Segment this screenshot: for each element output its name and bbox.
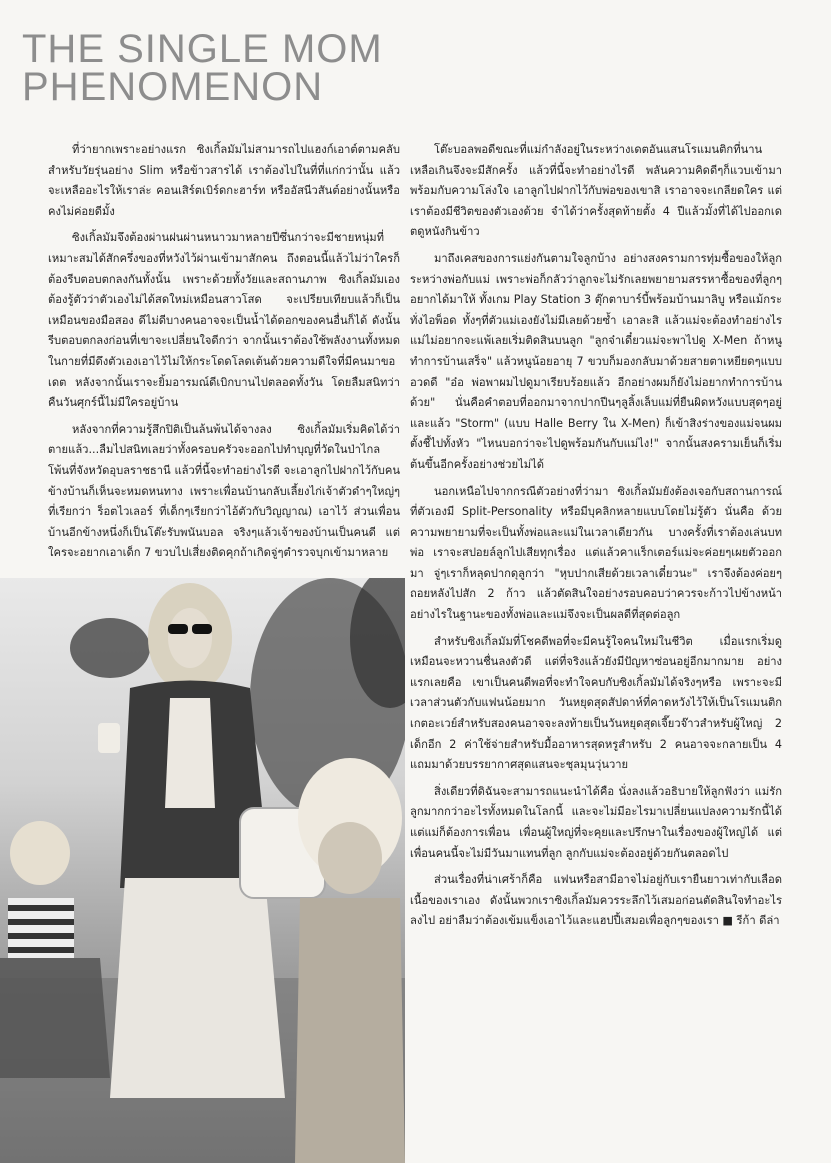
left-text-column	[48, 140, 400, 572]
family-photo	[0, 578, 405, 1163]
headline-line-1: THE SINGLE MOM	[22, 27, 383, 71]
right-text-column	[410, 140, 782, 1070]
article-headline	[22, 27, 383, 109]
paragraph: มาถึงเคสของการแย่งกันตามใจลูกบ้าง อย่างสงครามการทุ่มซื้อของให้ลูกระหว่างพ่อกับแม่ เพราะพ่อก็กลัวว่าลูกจะไม่รักเลยพยายามสรรหาซื้อของที่ลูกๆอยากได้มาให้ ทั้งเกม Play Station 3 ตุ๊กตาบาร์บี้พร้อมบ้านมาลิบู หรือแม้กระทั่งไอพ็อด ทั้งๆที่ตัวแม่เองยังไม่มีเลยด้วยซ้ำ เอาละสิ แล้วแม่จะต้องทำอย่างไร แม่ไม่อยากจะแพ้เลยเริ่มติดสินบนลูก "ลูกจ๋าเดี๋ยวแม่จะพาไปดู X-Men ถ้าหนูทำการบ้านเสร็จ" แล้วหนูน้อยอายุ 7 ขวบก็มองกลับมาด้วยสายตาเหยียดๆแบบอวดดี "อ๋อ พ่อพาผมไปดูมาเรียบร้อยแล้ว อีกอย่างผมก็ยังไม่อยากทำการบ้านด้วย" นั่นคือคำตอบที่ออกมาจากปากปีนๆลูลิ้งเล็บแม่ที่ยืนผิดหวังแบบสุดๆอยู่ และแล้ว "Storm" (แบบ Halle Berry ใน X-Men) ก็เข้าสิงร่างของแม่จนผมตั้งชี้ไปทั้งหัว "ไหนบอกว่าจะไปดูพร้อมกันกับแม่ไง!" จากนั้นสงครามเย็นก็เริ่มต้นขึ้นอีกครั้งอย่างช่วยไม่ได้	[410, 251, 782, 471]
paragraph: หลังจากที่ความรู้สึกปิติเป็นล้นพ้นได้จางลง ซิงเกิ้ลมัมเริ่มคิดได้ว่า ตายแล้ว...ลืมไปสนิทเลยว่าทั้งครอบครัวจะออกไปทำบุญที่วัดในป่าไกลโพ้นที่จังหวัดอุบลราชธานี แล้วที่นี้จะทำอย่างไรดี จะเอาลูกไปฝากไว้กับคนข้างบ้านก็เห็นจะหมดหนทาง เพราะเพื่อนบ้านกลับเลี้ยงไก่เจ้าตัวดำๆใหญ่ๆที่เรียกว่า ร็อตไวเลอร์ ที่เด็กๆเรียกว่าไอ้ตัวกับวิญญาณ) เอาไว้ ส่วนเพื่อนบ้านอีกข้างหนึ่งก็เป็นโต๊ะรับพนันบอล จริงๆแล้วเจ้าของบ้านเป็นคนดี แต่ใครจะอยากเอาเด็ก 7 ขวบไปเสี่ยงติดคุกถ้าเกิดจู่ๆตำรวจบุกเข้ามาหลาย	[48, 422, 400, 560]
paragraph: โต๊ะบอลพอดีขณะที่แม่กำลังอยู่ในระหว่างเดตอันแสนโรแมนติกที่นานเหลือเกินจึงจะมีสักครั้ง แล้วที่นี้จะทำอย่างไรดี พลันความคิดดีๆก็แวบเข้ามาพร้อมกับความโล่งใจ เอาลูกไปฝากไว้กับพ่อของเขาสิ เราอาจจะเกลียดใคร แต่เราต้องมีชีวิตของตัวเองด้วย จำได้ว่าครั้งสุดท้ายตั้ง 4 ปีแล้วมั้งที่ได้ไปออกเดตดูหนังกินข้าว	[410, 143, 782, 239]
paragraph: สำหรับซิงเกิ้ลมัมที่โชคดีพอที่จะมีคนรู้ใจคนใหม่ในชีวิต เมื่อแรกเริ่มดูเหมือนจะหวานชื่นลงตัวดี แต่ที่จริงแล้วยังมีปัญหาซ่อนอยู่อีกมากมาย อย่างแรกเลยคือ เขาเป็นคนดีพอที่จะทำใจคบกับซิงเกิ้ลมัมได้จริงๆหรือ เพราะจะมีเวลาส่วนตัวกับแฟนน้อยมาก วันหยุดสุดสัปดาห์ที่คาดหวังไว้ให้เป็นโรแมนติกเกตอะเวย์สำหรับสองคนอาจจะลงท้ายเป็นวันหยุดสุดเจี๊ยวจ๊าวสำหรับผู้ใหญ่ 2 เด็กอีก 2 ค่าใช้จ่ายสำหรับมื้ออาหารสุดหรูสำหรับ 2 คนอาจจะกลายเป็น 4 แถมมาด้วยบรรยากาศสุดแสนจะชุลมุนวุ่นวาย	[410, 634, 782, 772]
paragraph: นอกเหนือไปจากกรณีตัวอย่างที่ว่ามา ซิงเกิ้ลมัมยังต้องเจอกับสถานการณ์ที่ตัวเองมี Split-Personality หรือมีบุคลิกหลายแบบโดยไม่รู้ตัว นั่นคือ ด้วยความพยายามที่จะเป็นทั้งพ่อและแม่ในเวลาเดียวกัน บางครั้งที่เราต้องเล่นบทพ่อ เราจะสปอยล์ลูกไปเสียทุกเรื่อง แต่แล้วคาแร็กเตอร์แม่จะค่อยๆเผยตัวออกมา จู่ๆเราก็หลุดปากดุลูกว่า "หุบปากเสียด้วยเวลาเดี๋ยวนะ" เราจึงต้องค่อยๆถอยหลังไปสัก 2 ก้าว แล้วตัดสินใจอย่างรอบคอบว่าควรจะก้าวไปข้างหน้าอย่างไรในฐานะของทั้งพ่อและแม่จึงจะเป็นผลดีที่สุดต่อลูก	[410, 484, 782, 622]
paragraph: ส่วนเรื่องที่น่าเศร้าก็คือ แฟนหรือสามีอาจไม่อยู่กับเรายืนยาวเท่ากับเลือดเนื้อของเราเอง ดังนั้นพวกเราซิงเกิ้ลมัมควรระลึกไว้เสมอก่อนตัดสินใจทำอะไรลงไป อย่าลืมว่าต้องเข้มแข็งเอาไว้และแฮปปี้เสมอเพื่อลูกๆของเรา ■ รีก้า ดีล่า	[410, 873, 782, 928]
photo-illustration	[0, 578, 405, 1163]
paragraph: ที่ว่ายากเพราะอย่างแรก ซิงเกิ้ลมัมไม่สามารถไปแฮงก์เอาต์ตามคลับสำหรับวัยรุ่นอย่าง Slim หรือข้าวสารได้ เราต้องไปในที่ที่แก่กว่านั้น แล้วจะเหลืออะไรให้เราล่ะ คอนเสิร์ตเบิร์ดกะฮาร์ท หรืออัสนีวสันต์อย่างนั้นหรือ คงไม่ค่อยดีมั้ง	[48, 143, 400, 218]
paragraph: ซิงเกิ้ลมัมจึงต้องผ่านฝนผ่านหนาวมาหลายปีซึ่นกว่าจะมีชายหนุ่มที่เหมาะสมได้สักครึ่งของที่หวังไว้ผ่านเข้ามาสักคน ถึงตอนนี้แล้วไม่ว่าใครก็ต้องรีบตอบตกลงกันทั้งนั้น เพราะด้วยทั้งวัยและสถานภาพ ซิงเกิ้ลมัมเองต้องรู้ตัวว่าตัวเองไม่ได้สดใหม่เหมือนสาวโสด จะเปรียบเทียบแล้วก็เป็นเหมือนของมือสอง ดีไม่ดีบางคนอาจจะเป็นน้ำได้ดอกของคนอื่นก็ได้ ดังนั้นรีบตอบตกลงก่อนที่เขาจะเปลี่ยนใจดีกว่า จากนั้นเราต้องใช้พลังงานทั้งหมดในกายที่มีดึงตัวเองเอาไว้ไม่ให้กระโดดโลดเต้นด้วยความดีใจที่มีคนมาขอเดต หลังจากนั้นเราจะยิ้มอารมณ์ดีเบิกบานไปตลอดทั้งวัน โดยลืมสนิทว่าคืนวันศุกร์นี้ไม่มีใครอยู่บ้าน	[48, 231, 400, 410]
paragraph: สิ่งเดียวที่ดิฉันจะสามารถแนะนำได้คือ นั่งลงแล้วอธิบายให้ลูกฟังว่า แม่รักลูกมากกว่าอะไรทั้งหมดในโลกนี้ และจะไม่มีอะไรมาเปลี่ยนแปลงความรักนี้ได้ แต่แม่ก็ต้องการเพื่อน เพื่อนผู้ใหญ่ที่จะคุยและปรึกษาในเรื่องของผู้ใหญ่ได้ แต่เพื่อนคนนี้จะไม่มีวันมาแทนที่ลูก ลูกกับแม่จะต้องอยู่ด้วยกันตลอดไป	[410, 784, 782, 860]
headline-line-2: PHENOMENON	[22, 65, 324, 109]
